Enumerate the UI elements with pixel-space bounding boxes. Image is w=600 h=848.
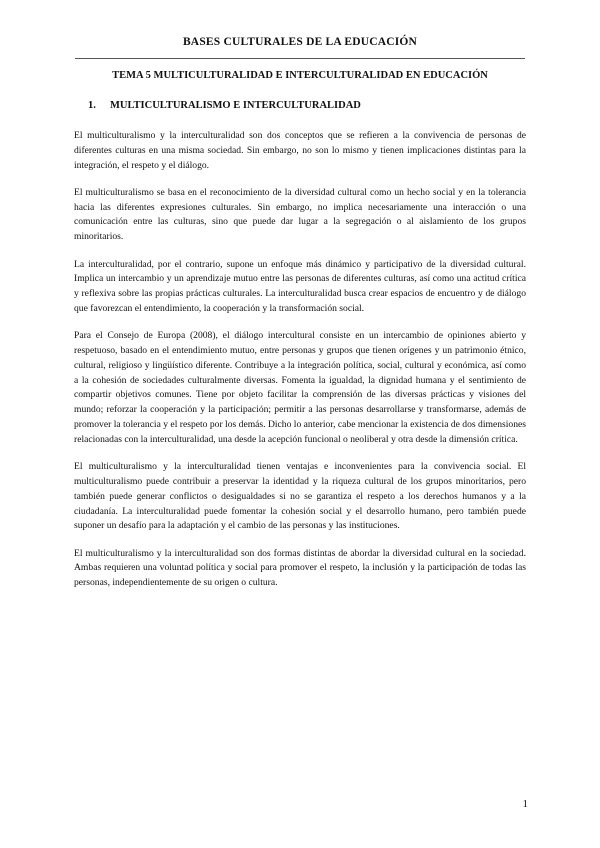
paragraph: El multiculturalismo y la interculturalidad tienen ventajas e inconvenientes para la convivencia social. El multiculturalismo puede contribuir a preservar la identidad y la riqueza cultural de los grupos minoritarios, pero también puede generar conflictos o desigualdades si no se garantiza el respeto a los derechos humanos y a la ciudadanía. La interculturalidad puede fomentar la cohesión social y el desarrollo humano, pero también puede suponer un desafío para la adaptación y el cambio de las personas y las instituciones. [74, 461, 526, 532]
paragraph: La interculturalidad, por el contrario, supone un enfoque más dinámico y participativo de la diversidad cultural. Implica un intercambio y un aprendizaje mutuo entre las personas de diferentes culturas, así como una actitud crítica y reflexiva sobre las propias prácticas culturales. La interculturalidad busca crear espacios de encuentro y de diálogo que favorezcan el entendimiento, la cooperación y la transformación social. [74, 258, 526, 314]
page-number: 1 [522, 798, 528, 810]
section-title: MULTICULTURALISMO E INTERCULTURALIDAD [110, 100, 361, 111]
section-number: 1. [88, 100, 96, 111]
paragraph: El multiculturalismo y la interculturalidad son dos formas distintas de abordar la diversidad cultural en la sociedad. Ambas requieren una voluntad política y social para promover el respeto, la inclusión y la participación de todas las personas, independientemente de su origen o cultura. [74, 547, 526, 589]
paragraph: El multiculturalismo se basa en el reconocimiento de la diversidad cultural como un hecho social y en la tolerancia hacia las diferentes expresiones culturales. Sin embargo, no implica necesariamente una interacción o una comunicación entre las culturas, sino que puede dar lugar a la segregación o al aislamiento de los grupos minoritarios. [74, 186, 526, 243]
body-text [74, 129, 526, 604]
header-divider [75, 58, 525, 59]
paragraph: Para el Consejo de Europa (2008), el diálogo intercultural consiste en un intercambio de opiniones abierto y respetuoso, basado en el entendimiento mutuo, entre personas y grupos que tienen orígenes y un patrimonio étnico, cultural, religioso y lingüístico diferente. Contribuye a la integración política, social, cultural y económica, así como a la cohesión de sociedades culturalmente diversas. Fomenta la igualdad, la dignidad humana y el sentimiento de compartir objetivos comunes. Tiene por objeto facilitar la comprensión de las diversas prácticas y visiones del mundo; reforzar la cooperación y la participación; permitir a las personas desarrollarse y transformarse, además de promover la tolerancia y el respeto por los demás. Dicho lo anterior, cabe mencionar la existencia de dos dimensiones relacionadas con la interculturalidad, una desde la acepción funcional o neoliberal y otra desde la dimensión crítica. [74, 330, 526, 445]
paragraph: El multiculturalismo y la interculturalidad son dos conceptos que se refieren a la convivencia de personas de diferentes culturas en una misma sociedad. Sin embargo, no son lo mismo y tienen implicaciones distintas para la integración, el respeto y el diálogo. [74, 130, 526, 171]
page-header: BASES CULTURALES DE LA EDUCACIÓN [182, 36, 418, 48]
topic-title: TEMA 5 MULTICULTURALIDAD E INTERCULTURALIDAD EN EDUCACIÓN [112, 70, 488, 81]
section-heading [88, 100, 361, 111]
